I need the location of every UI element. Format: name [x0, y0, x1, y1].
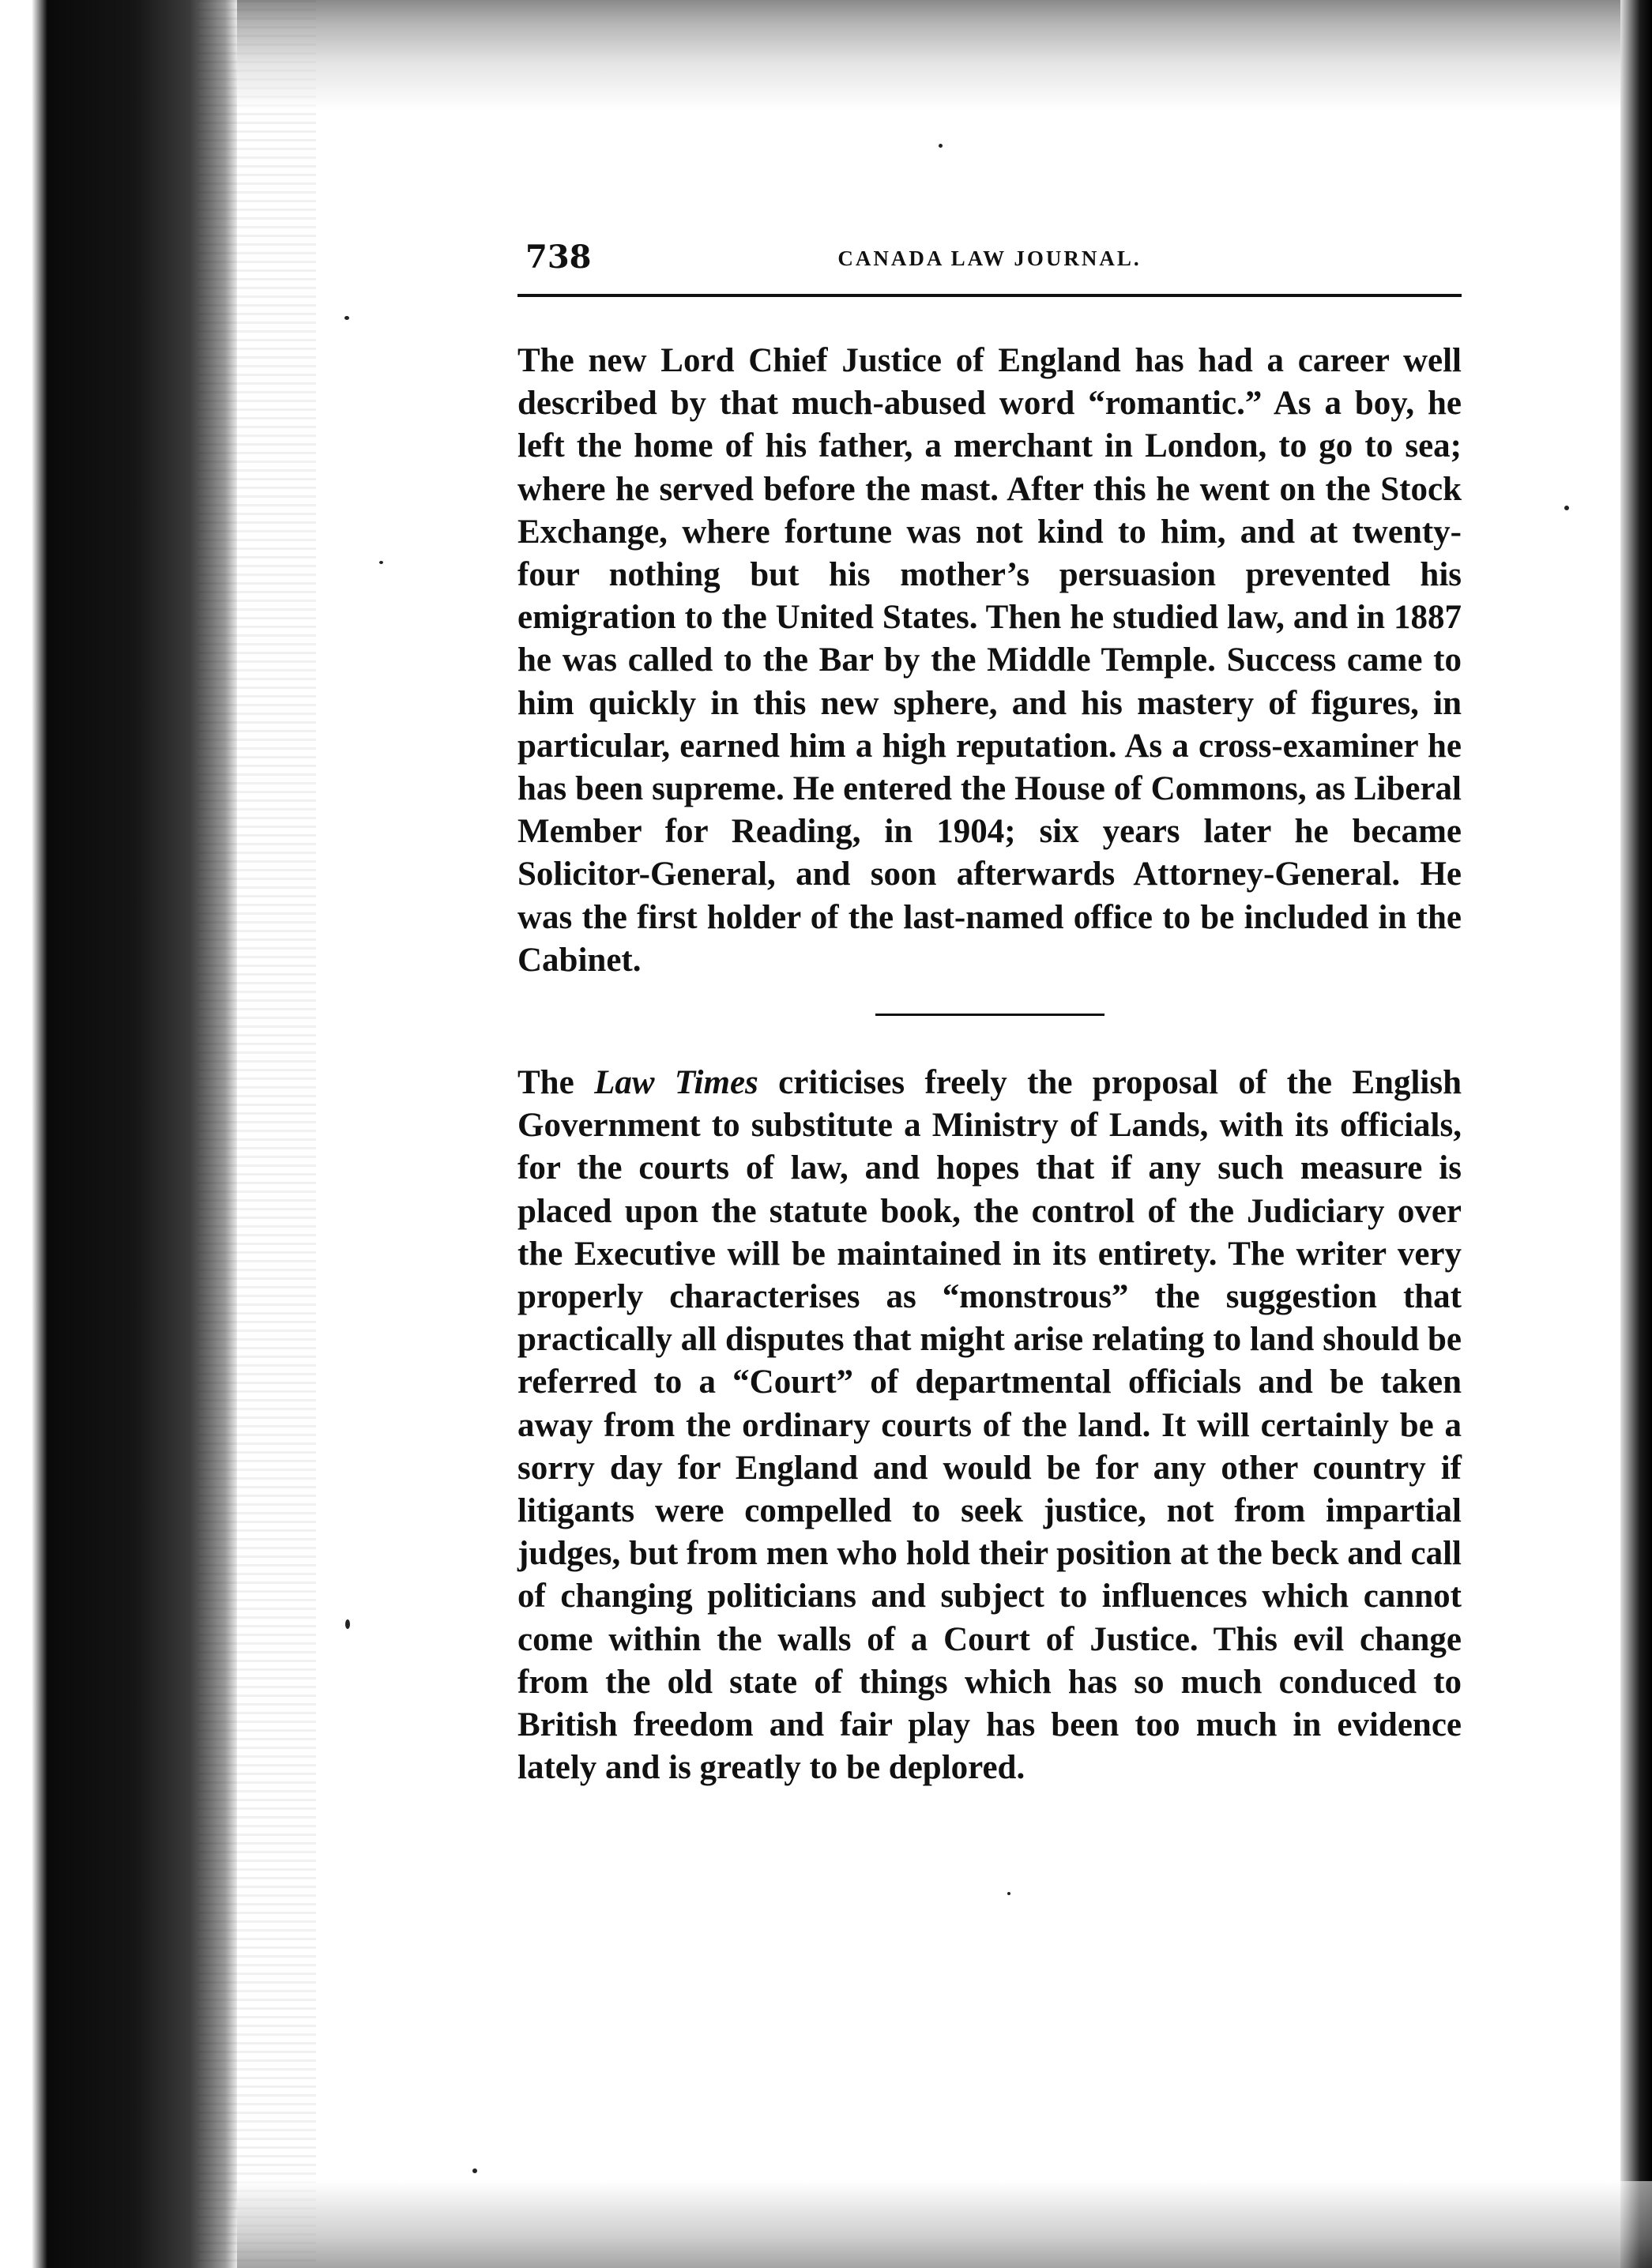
article-law-times-body: criticises freely the proposal of the English Government to substitute a Ministry of Lands, with its officials, for the courts of law, and hopes that if any such measure is placed upon the statute book, the control of the Judiciary over the Executive will be maintained in its entirety. The writer very properly characterises as “monstrous” the suggestion that practically all disputes that might arise relating to land should be referred to a “Court” of departmental officials and be taken away from the ordinary courts of the land. It will certainly be a sorry day for England and would be for any other country if litigants were compelled to seek justice, not from impartial judges, but from men who hold their position at the beck and call of changing politicians and subject to influences which cannot come within the walls of a Court of Justice. This evil change from the old state of things which has so much conduced to British freedom and fair play has been too much in evidence lately and is greatly to be deplored.	[517, 1064, 1462, 1787]
scan-speck	[379, 561, 383, 564]
article-law-times-prefix: The	[517, 1064, 595, 1102]
scan-top-shadow	[237, 0, 1620, 111]
scan-speck	[939, 144, 943, 148]
scan-speck	[1007, 1892, 1010, 1895]
section-divider	[875, 1014, 1104, 1016]
scan-binding-shadow	[0, 0, 237, 2268]
scan-bottom-shadow	[237, 2181, 1652, 2268]
scan-speck	[344, 316, 349, 320]
journal-title: CANADA LAW JOURNAL.	[837, 246, 1142, 270]
scan-speck	[345, 1619, 350, 1629]
header-rule	[517, 294, 1462, 297]
scan-speck	[1564, 506, 1569, 510]
scan-speck	[472, 2168, 477, 2173]
journal-page	[517, 229, 1462, 1790]
article-law-times	[517, 1062, 1462, 1789]
scan-right-edge	[1620, 0, 1652, 2268]
page-number: 738	[525, 239, 592, 276]
running-head	[517, 229, 1462, 284]
journal-name-law-times: Law Times	[594, 1064, 758, 1102]
article-lord-chief-justice: The new Lord Chief Justice of England has had a career well described by that much-abused word “romantic.” As a boy, he left the home of his father, a merchant in London, to go to sea; where he served before the mast. After this he went on the Stock Exchange, where fortune was not kind to him, and at twenty-four nothing but his mother’s persuasion prevented his emigration to the United States. Then he studied law, and in 1887 he was called to the Bar by the Middle Temple. Success came to him quickly in this new sphere, and his mastery of figures, in particular, earned him a high reputation. As a cross-examiner he has been supreme. He entered the House of Commons, as Liberal Member for Reading, in 1904; six years later he became Solicitor-General, and soon afterwards Attorney-General. He was the first holder of the last-named office to be included in the Cabinet.	[517, 342, 1462, 979]
